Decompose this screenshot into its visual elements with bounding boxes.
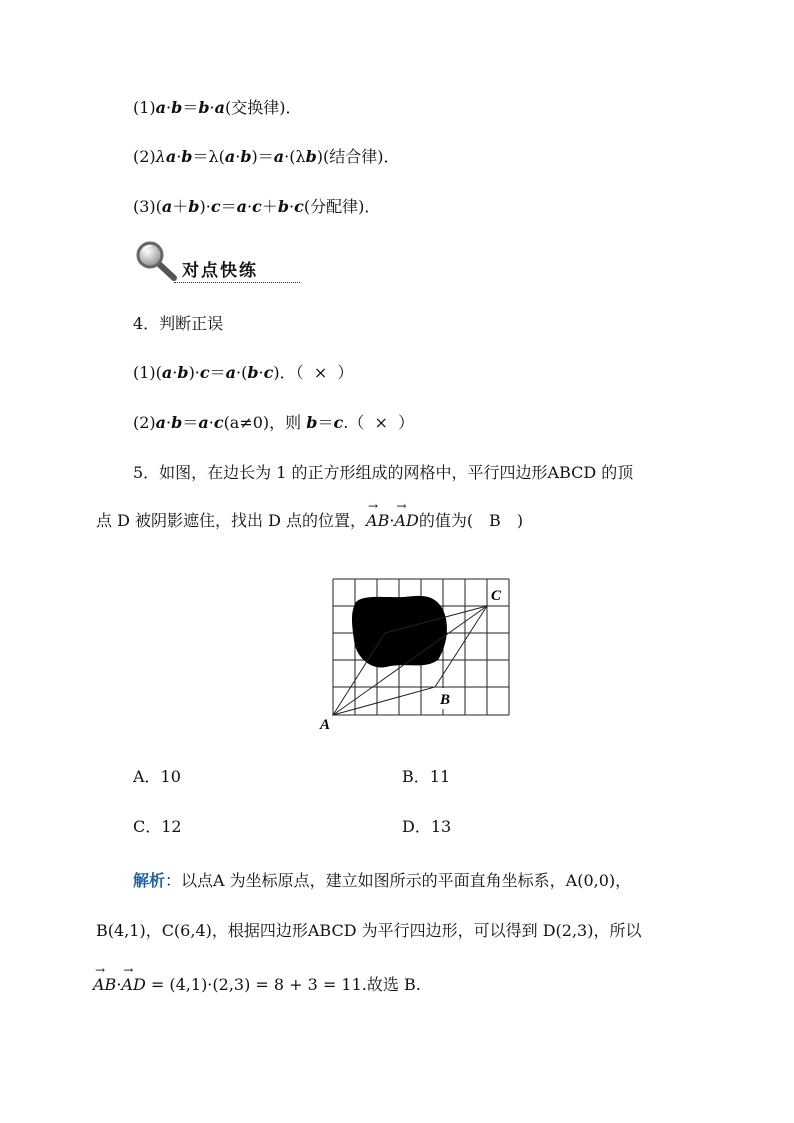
vector-ad: → AD	[394, 510, 418, 532]
vector-ab: → AB	[366, 510, 389, 532]
q4-answer2: ×	[374, 413, 388, 432]
q4-item2: (2)a·b＝a·c(a≠0)，则 b＝c.（ × ）	[133, 413, 415, 432]
choice-b[interactable]: B．11	[402, 767, 451, 786]
section-title: 对点快练	[182, 261, 258, 281]
law-commutative: (1)a·b＝b·a(交换律)．	[133, 98, 302, 117]
choice-a[interactable]: A．10	[133, 767, 181, 786]
q4-answer1: ×	[313, 363, 328, 382]
explanation-line2: B(4,1)，C(6,4)，根据四边形ABCD 为平行四边形，可以得到 D(2,3)，所以	[96, 921, 642, 940]
q4-title: 4．判断正误	[133, 314, 224, 333]
q5-line2: 点 D 被阴影遮住，找出 D 点的位置，→ AB·→ AD的值为( B )	[96, 510, 523, 532]
shaded-blob	[352, 596, 447, 668]
explanation-line1: 解析：以点A 为坐标原点，建立如图所示的平面直角坐标系，A(0,0)，	[133, 871, 632, 890]
q5-line1: 5．如图，在边长为 1 的正方形组成的网格中，平行四边形ABCD 的顶	[133, 463, 634, 482]
grid-figure	[316, 574, 526, 734]
q4-item1: (1)(a·b)·c＝a·(b·c)．（ × ）	[133, 363, 354, 382]
choice-d[interactable]: D．13	[402, 817, 452, 836]
section-heading	[134, 240, 300, 286]
explanation-line3: → AB·→ AD = (4,1)·(2,3) = 8 + 3 = 11.故选 B.	[93, 974, 421, 996]
heading-underline	[174, 282, 300, 283]
label-b: B	[440, 692, 451, 708]
label-a: A	[320, 717, 331, 733]
law-distributive: (3)(a＋b)·c＝a·c＋b·c(分配律)．	[133, 197, 381, 216]
choice-c[interactable]: C．12	[133, 817, 182, 836]
vector-ad-2: → AD	[121, 974, 145, 996]
explanation-label: 解析	[133, 871, 166, 890]
magnifier-icon	[134, 240, 180, 284]
label-c: C	[491, 588, 502, 604]
law-associative: (2)λa·b＝λ(a·b)＝a·(λb)(结合律)．	[133, 147, 400, 166]
vector-ab-2: → AB	[93, 974, 116, 996]
